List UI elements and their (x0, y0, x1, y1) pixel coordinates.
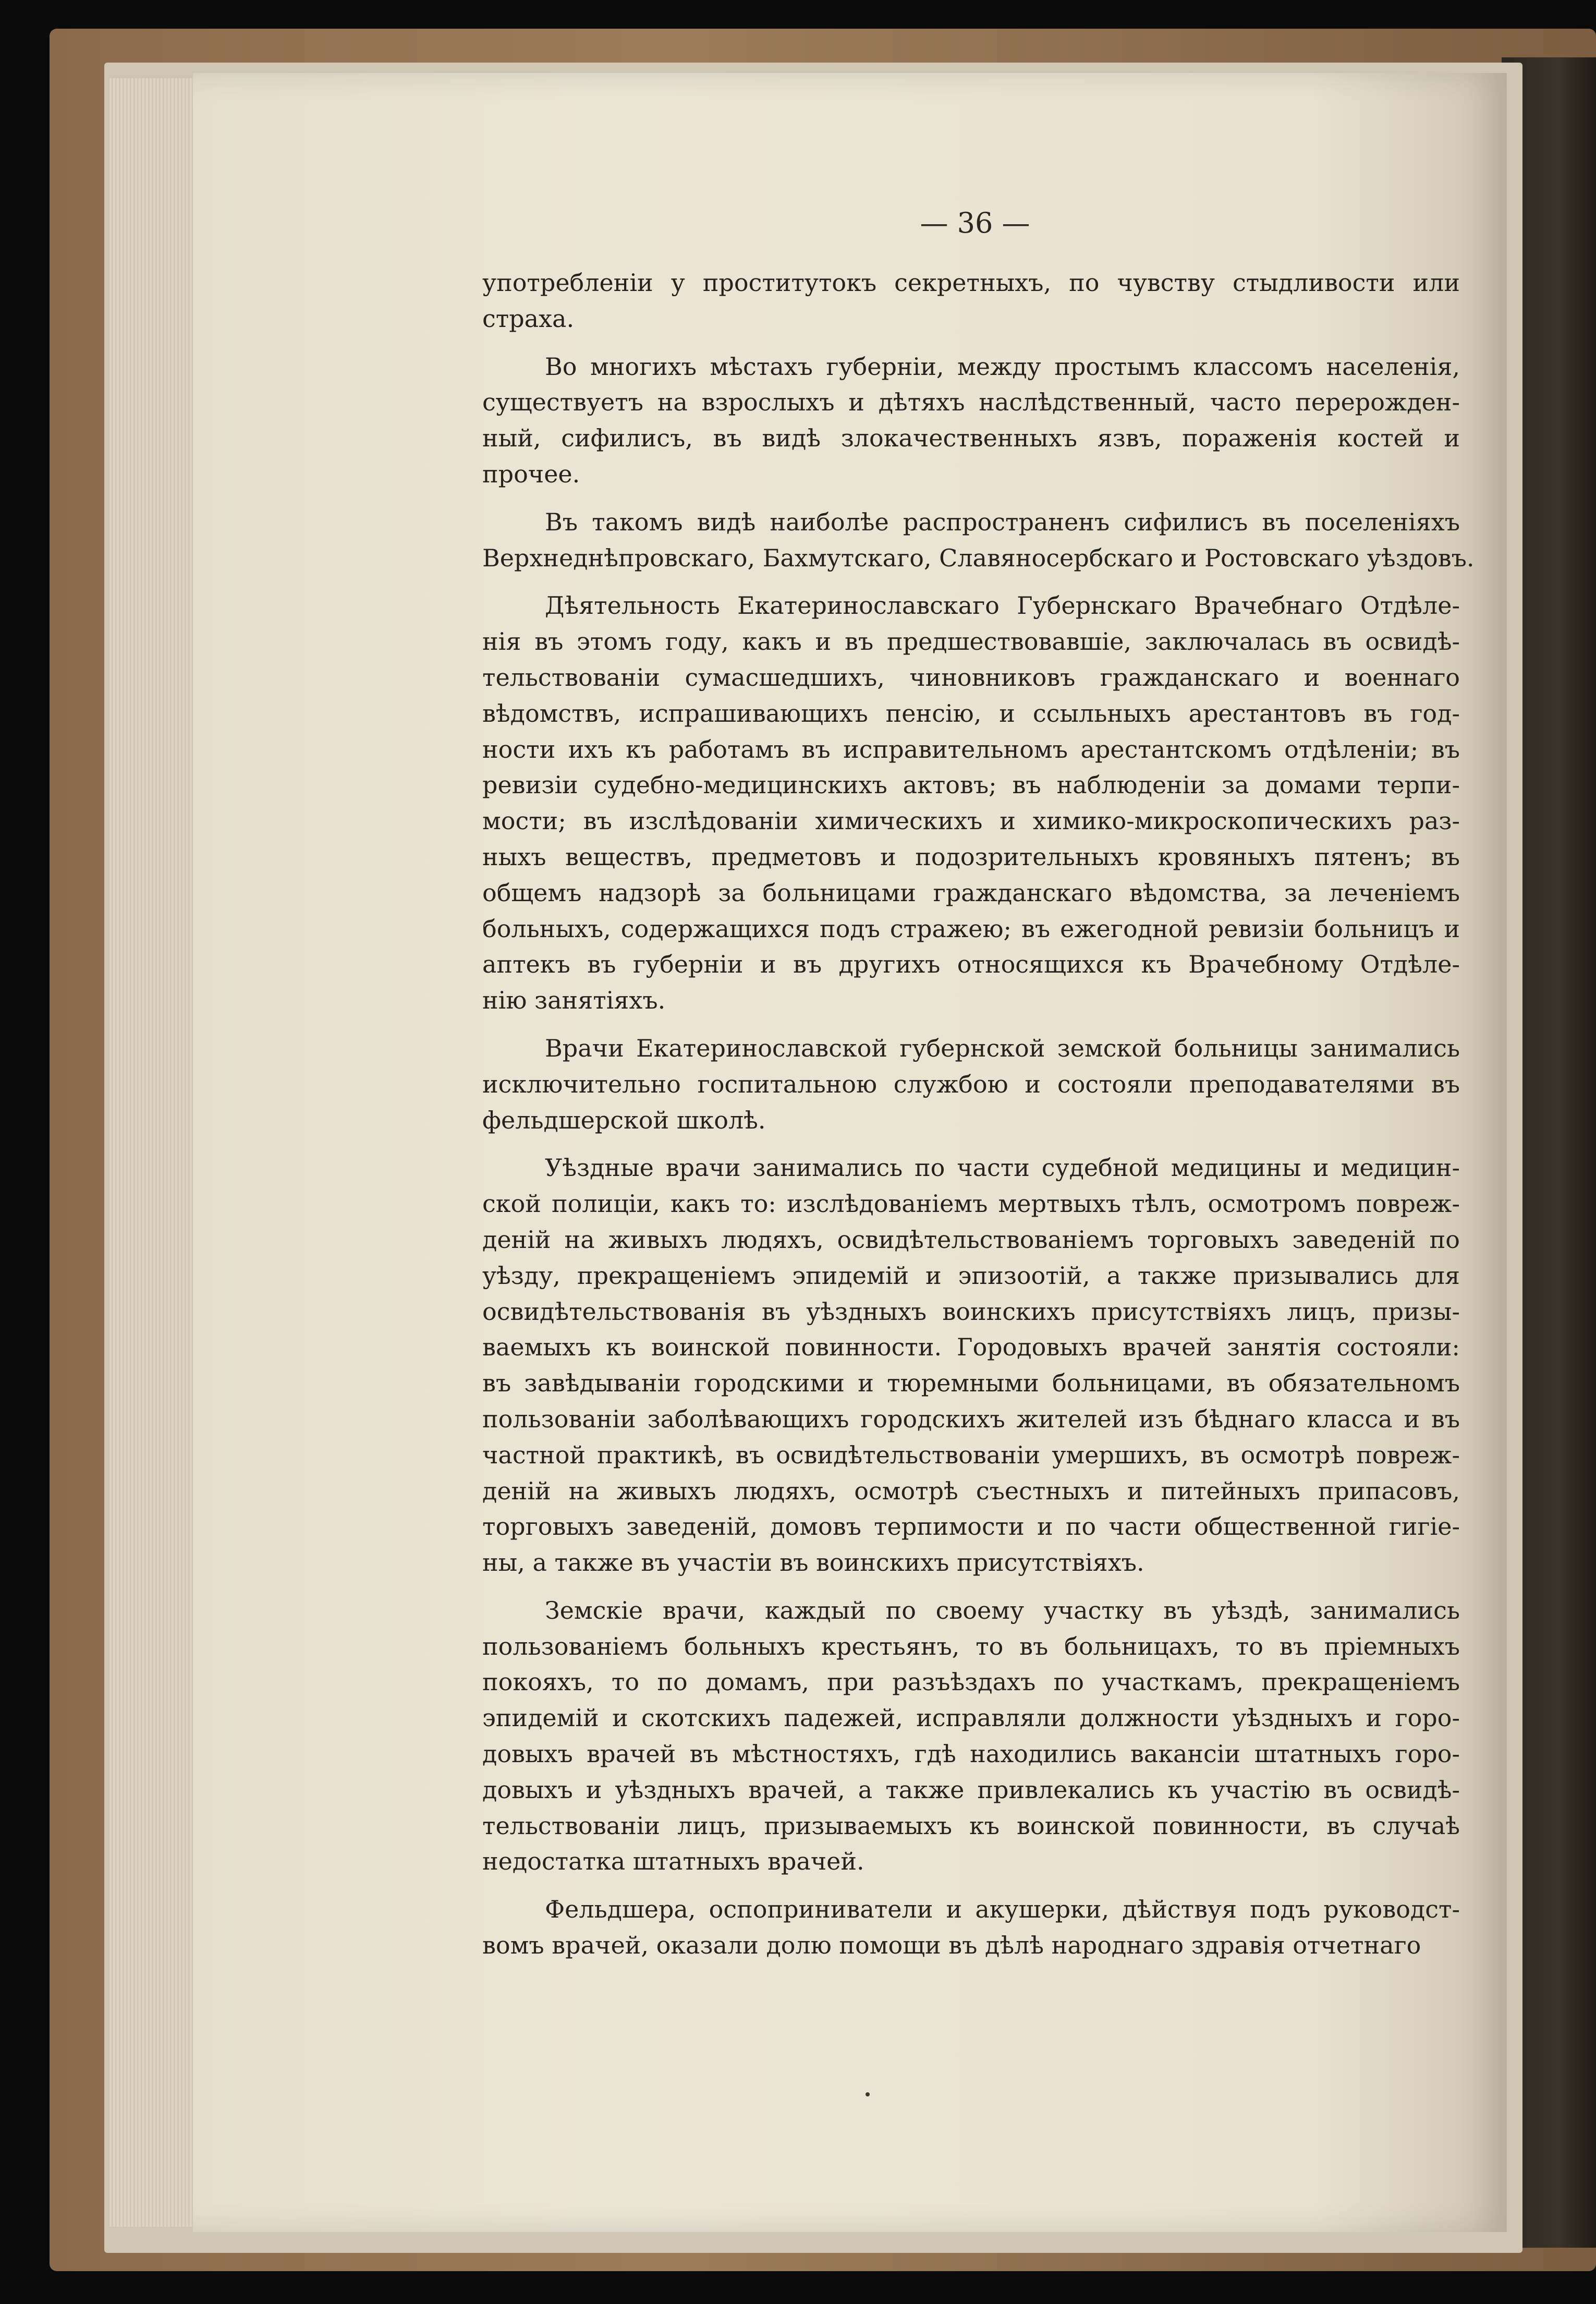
text-line: деній на живыхъ людяхъ, осмотрѣ съестныхъ и питейныхъ припасовъ, (482, 1476, 1460, 1505)
text-line: въ завѣдываніи городскими и тюремными больницами, въ обязательномъ (482, 1369, 1460, 1398)
text-line: пользованіи заболѣвающихъ городскихъ жителей изъ бѣднаго класса и въ (482, 1404, 1460, 1433)
paragraph (482, 588, 1460, 1018)
text-line: Въ такомъ видѣ наиболѣе распространенъ сифилисъ въ поселеніяхъ (545, 507, 1460, 536)
text-line: пользованіемъ больныхъ крестьянъ, то въ больницахъ, то въ пріемныхъ (482, 1632, 1460, 1660)
text-line: больныхъ, содержащихся подъ стражею; въ ежегодной ревизіи больницъ и (482, 914, 1460, 943)
text-line: довыхъ и уѣздныхъ врачей, а также привлекались къ участію въ освидѣ- (482, 1775, 1460, 1804)
text-line: ревизіи судебно-медицинскихъ актовъ; въ наблюденіи за домами терпи- (482, 771, 1460, 799)
paragraph (482, 265, 1460, 337)
text-line: ской полиціи, какъ то: изслѣдованіемъ мертвыхъ тѣлъ, осмотромъ повреж- (482, 1190, 1460, 1218)
text-line: Земскіе врачи, каждый по своему участку въ уѣздѣ, занимались (545, 1596, 1460, 1624)
paragraph (482, 349, 1460, 492)
text-line: аптекъ въ губерніи и въ другихъ относящихся къ Врачебному Отдѣле- (482, 950, 1460, 979)
text-line: торговыхъ заведеній, домовъ терпимости и по части общественной гигіе- (482, 1512, 1460, 1541)
text-line: прочее. (482, 459, 580, 488)
text-line: Верхнеднѣпровскаго, Бахмутскаго, Славяносербскаго и Ростовскаго уѣздовъ. (482, 543, 1475, 572)
text-line: нію занятіяхъ. (482, 986, 666, 1015)
text-line: нія въ этомъ году, какъ и въ предшествовавшіе, заключалась въ освидѣ- (482, 627, 1460, 656)
text-line: Во многихъ мѣстахъ губерніи, между простымъ классомъ населенія, (545, 352, 1460, 381)
text-line: деній на живыхъ людяхъ, освидѣтельствованіемъ торговыхъ заведеній по (482, 1225, 1460, 1254)
page-body-text (482, 265, 1475, 1975)
paragraph (482, 504, 1475, 576)
text-line: довыхъ врачей въ мѣстностяхъ, гдѣ находились вакансіи штатныхъ горо- (482, 1740, 1460, 1768)
text-line: ный, сифилисъ, въ видѣ злокачественныхъ язвъ, пораженія костей и (482, 424, 1460, 453)
text-line: фельдшерской школѣ. (482, 1106, 766, 1134)
text-line: покояхъ, то по домамъ, при разъѣздахъ по участкамъ, прекращеніемъ (482, 1668, 1460, 1696)
text-line: вомъ врачей, оказали долю помощи въ дѣлѣ народнаго здравія отчетнаго (482, 1931, 1421, 1960)
text-line: освидѣтельствованія въ уѣздныхъ воинскихъ присутствіяхъ лицъ, призы- (482, 1297, 1460, 1326)
text-line: исключительно госпитальною службою и состояли преподавателями въ (482, 1070, 1460, 1098)
text-line: эпидемій и скотскихъ падежей, исправляли должности уѣздныхъ и горо- (482, 1704, 1460, 1732)
text-line: недостатка штатныхъ врачей. (482, 1847, 864, 1876)
text-line: ваемыхъ къ воинской повинности. Городовыхъ врачей занятія состояли: (482, 1333, 1460, 1362)
text-line: употребленіи у проститутокъ секретныхъ, по чувству стыдливости или (482, 269, 1460, 297)
paragraph (482, 1891, 1460, 1963)
page-number: — 36 — (920, 207, 1030, 239)
text-line: общемъ надзорѣ за больницами гражданскаго вѣдомства, за леченіемъ (482, 878, 1460, 907)
paragraph (482, 1593, 1460, 1879)
text-line: ны, а также въ участіи въ воинскихъ присутствіяхъ. (482, 1548, 1144, 1577)
text-line: существуетъ на взрослыхъ и дѣтяхъ наслѣдственный, часто перерожден- (482, 388, 1460, 417)
text-line: частной практикѣ, въ освидѣтельствованіи умершихъ, въ осмотрѣ повреж- (482, 1440, 1460, 1469)
text-line: Врачи Екатеринославской губернской земской больницы занимались (545, 1034, 1460, 1062)
text-line: страха. (482, 304, 575, 333)
paragraph (482, 1150, 1460, 1581)
ink-speck (866, 2092, 870, 2096)
text-line: тельствованіи сумасшедшихъ, чиновниковъ гражданскаго и военнаго (482, 663, 1460, 692)
text-line: мости; въ изслѣдованіи химическихъ и химико-микроскопическихъ раз- (482, 807, 1460, 835)
text-line: Дѣятельность Екатеринославскаго Губернскаго Врачебнаго Отдѣле- (545, 591, 1460, 620)
text-line: Уѣздные врачи занимались по части судебной медицины и медицин- (545, 1154, 1460, 1182)
text-line: Фельдшера, оспоприниватели и акушерки, дѣйствуя подъ руководст- (545, 1895, 1460, 1924)
text-line: ности ихъ къ работамъ въ исправительномъ арестантскомъ отдѣленіи; въ (482, 735, 1460, 763)
text-line: ныхъ веществъ, предметовъ и подозрительныхъ кровяныхъ пятенъ; въ (482, 842, 1460, 871)
text-line: уѣзду, прекращеніемъ эпидемій и эпизоотій, а также призывались для (482, 1261, 1460, 1290)
text-line: тельствованіи лицъ, призываемыхъ къ воинской повинности, въ случаѣ (482, 1811, 1460, 1840)
paragraph (482, 1030, 1460, 1138)
text-line: вѣдомствъ, испрашивающихъ пенсію, и ссыльныхъ арестантовъ въ год- (482, 699, 1460, 727)
